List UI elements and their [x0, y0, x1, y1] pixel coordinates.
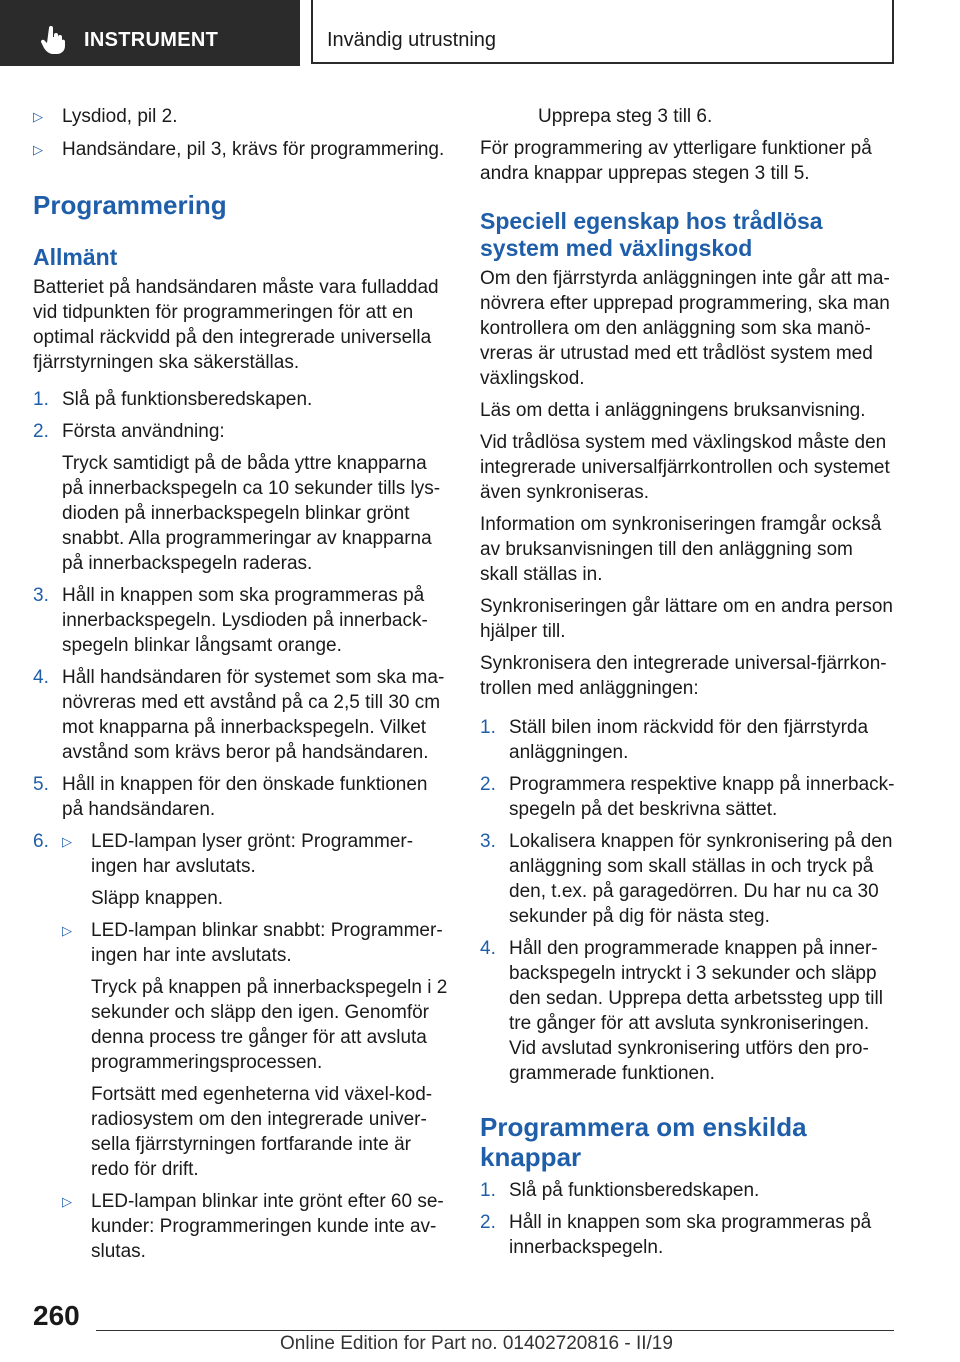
- reprog-step-2: 2. Håll in knappen som ska programmeras på innerbackspegeln.: [480, 1212, 872, 1258]
- reprog-step-1: 1. Slå på funktionsberedskapen.: [480, 1180, 760, 1201]
- repeat-steps-line: Upprepa steg 3 till 6.: [538, 106, 713, 127]
- step-2-detail: Tryck samtidigt på de båda yttre knapparna på innerbackspegeln ca 10 sekunder tills lysdioden på innerbackspegeln blinkar grönt snabbt. Alla programmeringar av knapparna på innerbackspegeln raderas.: [62, 453, 441, 574]
- page-number: 260: [33, 1300, 80, 1331]
- paragraph: Läs om detta i anläggningens bruksanvisning.: [480, 400, 866, 421]
- paragraph: Synkronisera den integrerade universal-fjärrkontrollen med anläggningen:: [480, 653, 887, 699]
- hand-pointer-icon: [40, 26, 66, 54]
- further-programming-paragraph: För programmering av ytterligare funktioner på andra knappar upprepas stegen 3 till 5.: [480, 138, 872, 184]
- step-1: 1. Slå på funktionsberedskapen.: [33, 389, 313, 410]
- section-label: INSTRUMENT: [84, 29, 219, 51]
- paragraph: Om den fjärrstyrda anläggningen inte går att manövrera efter upprepad programmering, ska man kontrollera om den anläggning som ska manövreras är utrustad med ett trådlöst system med växlingskod.: [480, 268, 890, 389]
- list-item: ▷ Handsändare, pil 3, krävs för programmering.: [33, 139, 445, 160]
- sync-step-3: 3. Lokalisera knappen för synkronisering på den anläggning som skall ställas in och tryck på den, t.ex. på garagedörren. Du har nu ca 30 sekunder på dig för nästa steg.: [480, 831, 893, 927]
- step-4: 4. Håll handsändaren för systemet som ska manövreras med ett avstånd på ca 2,5 till 30 cm mot knapparna på innerbackspegeln. Vilket avstånd som krävs beror på handsändaren.: [33, 667, 445, 763]
- left-column: [33, 100, 449, 1271]
- heading-programmering: Programmering: [33, 190, 227, 220]
- step-5: 5. Håll in knappen för den önskade funktionen på handsändaren.: [33, 774, 428, 820]
- triangle-bullet-icon: ▷: [62, 923, 72, 938]
- sync-step-1: 1. Ställ bilen inom räckvidd för den fjärrstyrda anläggningen.: [480, 717, 869, 763]
- step-6-item: ▷ LED-lampan lyser grönt: Programmeringen har avslutats. Släpp knappen.: [62, 831, 414, 909]
- triangle-bullet-icon: ▷: [33, 142, 43, 157]
- paragraph: Synkroniseringen går lättare om en andra person hjälper till.: [480, 596, 893, 642]
- subsection-label: Invändig utrustning: [327, 29, 497, 51]
- step-6-item: ▷ LED-lampan blinkar inte grönt efter 60 sekunder: Programmeringen kunde inte avslutas.: [62, 1191, 444, 1262]
- sync-step-4: 4. Håll den programmerade knappen på innerbackspegeln intryckt i 3 sekunder och släpp den sedan. Upprepa detta arbetssteg upp till tre gånger för att avsluta synkroniseringen. Vid avslutad synkronisering utförs den programmerade funktionen.: [480, 938, 883, 1084]
- paragraph: Vid trådlösa system med växlingskod måste den integrerade universalfjärrkontrollen och systemet även synkroniseras.: [480, 432, 890, 503]
- intro-paragraph: Batteriet på handsändaren måste vara fulladdad vid tidpunkten för programmeringen för att en optimal räckvidd på den integrerade universella fjärrstyrningen ska säkerställas.: [33, 277, 439, 373]
- heading-reprogram: Programmera om enskilda knappar: [480, 1112, 807, 1172]
- edition-text: Online Edition for Part no. 01402720816 - II/19: [280, 1333, 673, 1354]
- triangle-bullet-icon: ▷: [33, 109, 43, 124]
- subsection-tab: [311, 0, 894, 64]
- list-item: ▷ Lysdiod, pil 2.: [33, 106, 178, 127]
- section-tab: [0, 0, 300, 66]
- triangle-bullet-icon: ▷: [62, 834, 72, 849]
- heading-allmant: Allmänt: [33, 244, 118, 270]
- paragraph: Information om synkroniseringen framgår också av bruksanvisningen till den anläggning som skall ställas in.: [480, 514, 882, 585]
- triangle-bullet-icon: ▷: [62, 1194, 72, 1209]
- heading-special: Speciell egenskap hos trådlösa system med växlingskod: [480, 208, 823, 261]
- sync-step-2: 2. Programmera respektive knapp på innerbackspegeln på det beskrivna sättet.: [480, 774, 895, 820]
- step-6: 6. ▷ LED-lampan lyser grönt: Programmeringen har avslutats. Släpp knappen. ▷ LED-lampan blinkar snabbt: Programmeringen har inte avslutats. Tryck på knappen på innerbackspegeln i 2 sekunder och släpp den igen. Genomför denna process tre gånger för att avsluta programmeringsprocessen. Fortsätt med egenheterna vid växel-kodradiosystem om den integrerade universella fjärrstyrningen fortfarande inte är redo för drift. ▷ LED-lampan blinkar inte grönt efter 60 sekunder: Programmeringen kunde inte avslutas.: [33, 831, 448, 1262]
- step-2: 2. Första användning: Tryck samtidigt på de båda yttre knapparna på innerbackspegeln ca 10 sekunder tills lysdioden på innerbackspegeln blinkar grönt snabbt. Alla programmeringar av knapparna på innerbackspegeln raderas.: [33, 419, 449, 576]
- footer-divider: [96, 1330, 894, 1331]
- step-3: 3. Håll in knappen som ska programmeras på innerbackspegeln. Lysdioden på innerbackspegeln blinkar långsamt orange.: [33, 585, 428, 656]
- right-column: [480, 100, 896, 1267]
- step-6-item: ▷ LED-lampan blinkar snabbt: Programmeringen har inte avslutats. Tryck på knappen på innerbackspegeln i 2 sekunder och släpp den igen. Genomför denna process tre gånger för att avsluta programmeringsprocessen. Fortsätt med egenheterna vid växel-kodradiosystem om den integrerade universella fjärrstyrningen fortfarande inte är redo för drift.: [62, 920, 448, 1180]
